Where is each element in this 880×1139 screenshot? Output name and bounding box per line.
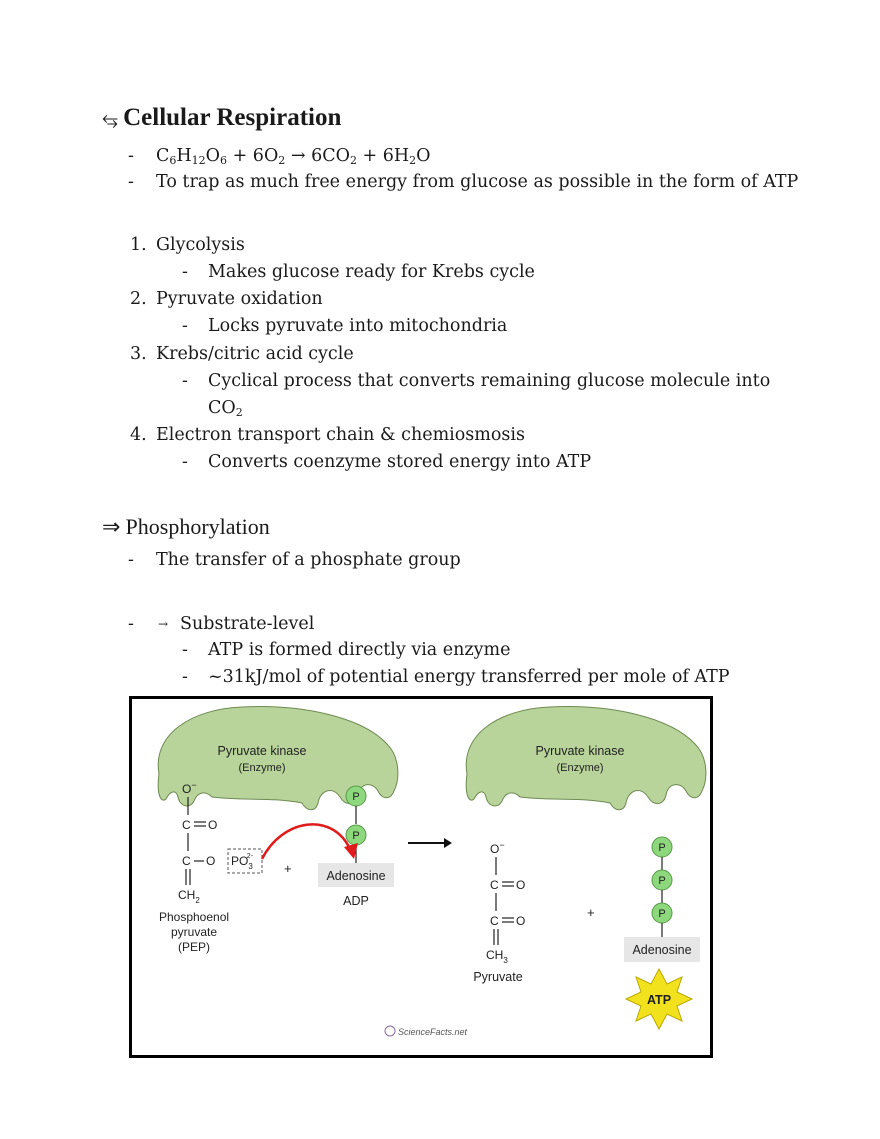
bullet-dash: - <box>128 146 134 166</box>
section-title: Phosphorylation <box>125 514 270 539</box>
adenosine-label: Adenosine <box>326 869 386 883</box>
step-label: Electron transport chain & chemiosmosis <box>156 425 525 445</box>
step-number: 1. <box>130 235 147 255</box>
section-cellular-respiration-heading <box>102 104 341 132</box>
phosphate-label: P <box>352 830 360 842</box>
step-label: Pyruvate oxidation <box>156 289 323 309</box>
watermark-text: ScienceFacts.net <box>398 1027 468 1037</box>
plus-sign: + <box>587 905 595 920</box>
step-label: Krebs/citric acid cycle <box>156 344 354 364</box>
bullet-dash: - <box>182 640 188 660</box>
pep-label: pyruvate <box>170 925 218 939</box>
page-title: Cellular Respiration <box>123 104 342 131</box>
phosphate-label: P <box>658 908 666 920</box>
adp-label: ADP <box>343 894 369 908</box>
bullet-dash: - <box>128 614 134 634</box>
step-number: 2. <box>130 289 147 309</box>
adenosine-label: Adenosine <box>632 943 692 957</box>
pyruvate-oxygen: O <box>516 878 526 892</box>
subtype-label: Substrate-level <box>180 614 315 634</box>
pyruvate-ch3: $CH_3$ <box>486 948 508 965</box>
enzyme-shape-right <box>466 707 706 810</box>
pep-oxygen: O− <box>182 780 197 796</box>
plus-sign: + <box>284 861 292 876</box>
step-detail: Locks pyruvate into mitochondria <box>208 316 508 336</box>
step-detail: Cyclical process that converts remaining glucose molecule into <box>208 371 771 391</box>
pep-phosphate: $PO_32-$ <box>231 853 254 871</box>
bullet-dash: - <box>182 262 188 282</box>
exchange-arrows-icon: ⥃ <box>102 108 118 130</box>
pyruvate-carbon: C <box>490 914 499 928</box>
phosphate-label: P <box>352 791 360 803</box>
pyruvate-oxygen: O− <box>490 840 505 856</box>
phosphate-transfer-arrow <box>262 824 350 859</box>
pyruvate-carbon: C <box>490 878 499 892</box>
reaction-arrowhead <box>444 838 452 848</box>
bullet-dash: - <box>182 316 188 336</box>
pep-oxygen: O <box>206 854 216 868</box>
pep-carbon: C <box>182 854 191 868</box>
subtype-detail: ~31kJ/mol of potential energy transferred per mole of ATP <box>208 667 730 687</box>
step-detail-continued: $CO_2$ <box>208 398 243 419</box>
step-number: 4. <box>130 425 147 445</box>
equation: $C_6H_{12}O_6 + 6O_2 \to 6CO_2 + 6H_2O$ <box>156 146 431 167</box>
step-label: Glycolysis <box>156 235 245 255</box>
pep-label: (PEP) <box>177 940 211 954</box>
section-phosphorylation-heading <box>102 514 270 540</box>
bullet-dash: - <box>182 371 188 391</box>
phosphate-label: P <box>658 875 666 887</box>
pep-ch2: $CH_2$ <box>178 888 200 905</box>
subtype-detail: ATP is formed directly via enzyme <box>208 640 511 660</box>
enzyme-label: Pyruvate kinase <box>535 744 625 758</box>
enzyme-sublabel: (Enzyme) <box>238 762 286 774</box>
step-detail: Converts coenzyme stored energy into ATP <box>208 452 592 472</box>
purpose-text: To trap as much free energy from glucose as possible in the form of ATP <box>156 172 799 192</box>
bullet-dash: - <box>182 667 188 687</box>
step-number: 3. <box>130 344 147 364</box>
enzyme-sublabel: (Enzyme) <box>556 762 604 774</box>
double-arrow-icon: ⇒ <box>102 514 121 539</box>
atp-label: ATP <box>646 993 672 1007</box>
bullet-dash: - <box>128 172 134 192</box>
bullet-dash: - <box>128 550 134 570</box>
pyruvate-label: Pyruvate <box>473 970 523 984</box>
enzyme-label: Pyruvate kinase <box>217 744 307 758</box>
pep-oxygen: O <box>208 818 218 832</box>
definition-text: The transfer of a phosphate group <box>156 550 461 570</box>
atom-logo-icon <box>385 1026 395 1036</box>
phosphate-label: P <box>658 842 666 854</box>
step-detail: Makes glucose ready for Krebs cycle <box>208 262 535 282</box>
pep-label: Phosphoenol <box>158 910 230 924</box>
bullet-dash: - <box>182 452 188 472</box>
substrate-level-phosphorylation-diagram <box>129 696 713 1058</box>
right-arrow-icon: → <box>158 617 169 631</box>
pyruvate-oxygen: O <box>516 914 526 928</box>
pep-carbon: C <box>182 818 191 832</box>
